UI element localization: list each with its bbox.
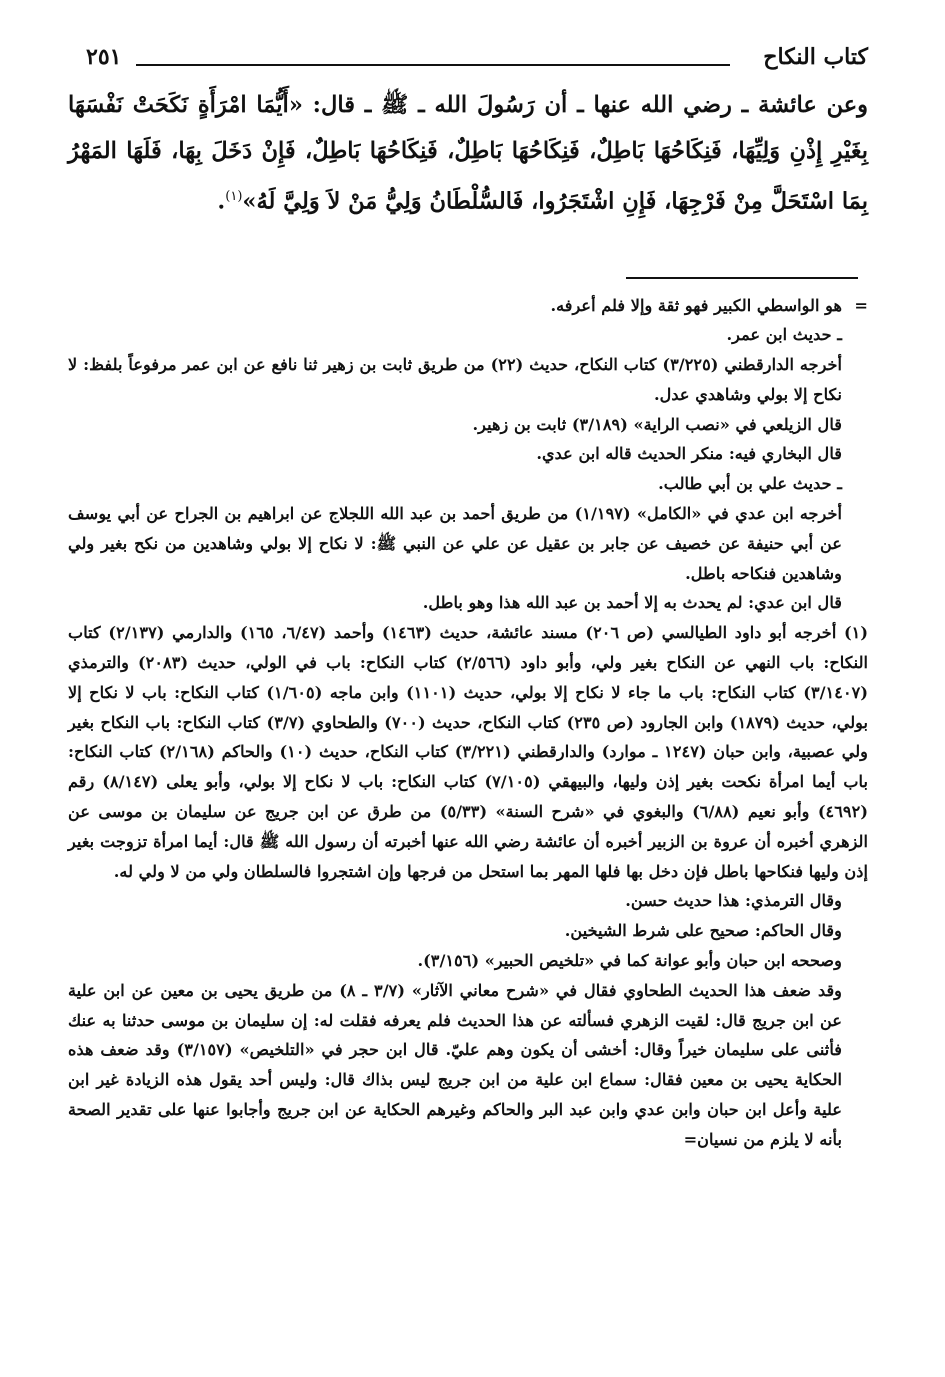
running-head (68, 42, 868, 82)
zaylai-note: قال الزيلعي في «نصب الراية» (٣/١٨٩) ثابت بن زهير. (472, 414, 842, 434)
continuation-note (68, 291, 868, 321)
book-title: كتاب النكاح (763, 44, 868, 70)
continuation-end-mark: = (683, 1129, 698, 1149)
hakim-note: وقال الحاكم: صحيح على شرط الشيخين. (564, 921, 842, 941)
page-number: ٢٥١ (86, 44, 122, 70)
footnote-1-marker: (١) (844, 623, 869, 643)
continuation-mark: = (854, 295, 868, 315)
ibn-umar-heading: ـ حديث ابن عمر. (726, 325, 842, 345)
ibn-hibban-note: وصححه ابن حبان وأبو عوانة كما في «تلخيص الحبير» (٣/١٥٦). (417, 951, 842, 971)
ali-source: أخرجه ابن عدي في «الكامل» (١/١٩٧) من طريق أحمد بن عبد الله اللجلاج عن ابراهيم بن الجراح عن أبي يوسف عن أبي حنيفة عن خصيف عن جابر بن عقيل عن علي عن النبي ﷺ: لا نكاح إلا بولي وشاهدين من نكح بغير ولي وشاهدين فنكاحه باطل. (68, 504, 842, 583)
header-rule (136, 64, 730, 66)
footnote-1-text: أخرجه أبو داود الطيالسي (ص ٢٠٦) مسند عائشة، حديث (١٤٦٣) وأحمد (٦/٤٧، ١٦٥) والدارمي (٢/١٣٧) كتاب النكاح: باب النهي عن النكاح بغير ولي، وأبو داود (٢/٥٦٦) كتاب النكاح: باب في الولي، حديث (٢٠٨٣) والترمذي (٣/١٤٠٧) كتاب النكاح: باب ما جاء لا نكاح إلا بولي، حديث (١١٠١) وابن ماجه (١/٦٠٥) كتاب النكاح: باب لا نكاح إلا بولي، حديث (١٨٧٩) وابن الجارود (ص ٢٣٥) كتاب النكاح، حديث (٧٠٠) والطحاوي (٣/٧) كتاب النكاح: باب النكاح بغير ولي عصبية، وابن حبان (١٢٤٧ ـ موارد) والدارقطني (٣/٢٢١) كتاب النكاح، حديث (١٠) والحاكم (٢/١٦٨) كتاب النكاح: باب أيما امرأة نكحت بغير إذن وليها، والبيهقي (٧/١٠٥) كتاب النكاح: باب لا نكاح إلا بولي، وأبو يعلى (٨/١٤٧) رقم (٤٦٩٢) وأبو نعيم (٦/٨٨) والبغوي في «شرح السنة» (٥/٣٣) من طرق عن ابن جريج عن سليمان بن موسى عن الزهري أخبره أن عروة بن الزبير أخبره أن عائشة رضي الله عنها أخبرته أن رسول الله ﷺ قال: أيما امرأة تزوجت بغير إذن وليها فنكاحها باطل فإن دخل بها فلها المهر بما استحل من فرجها وإن اشتجروا فالسلطان ولي من لا ولي له. (68, 623, 869, 881)
footnote-separator (626, 277, 858, 279)
tirmidhi-note: وقال الترمذي: هذا حديث حسن. (625, 891, 842, 911)
book-page (68, 42, 868, 1362)
ali-heading: ـ حديث علي بن أبي طالب. (658, 474, 842, 494)
footnotes (68, 291, 868, 1155)
tahawi-text: وقد ضعف هذا الحديث الطحاوي فقال في «شرح معاني الآثار» (٣/٧ ـ ٨) من طريق يحيى بن معين عن ابن علية عن ابن جريج قال: لقيت الزهري فسألته عن هذا الحديث فلم يعرفه فقلت له: إن سليمان بن موسى حدثنا به عنك فأثنى على سليمان خيراً وقال: أخشى أن يكون وهم عليّ. قال ابن حجر في «التلخيص» (٣/١٥٧) وقد ضعف هذه الحكاية يحيى بن معين فقال: سماع ابن علية من ابن جريج ليس بذاك قال: وليس أحد يقول هذه الزيادة غير ابن علية وأعل ابن حبان وابن عدي وابن عبد البر والحاكم وغيرهم الحكاية عن ابن جريج وأجابوا عنها على تقدير الصحة بأنه لا يلزم من نسيان (68, 980, 843, 1149)
ibn-umar-source: أخرجه الدارقطني (٣/٢٢٥) كتاب النكاح، حديث (٢٢) من طريق ثابت بن زهير ثنا نافع عن ابن عمر مرفوعاً بلفظ: لا نكاح إلا بولي وشاهدي عدل. (68, 355, 843, 404)
bukhari-note: قال البخاري فيه: منكر الحديث قاله ابن عدي. (536, 444, 842, 464)
hadith-paragraph (68, 82, 868, 225)
footnote-1 (68, 618, 868, 886)
hadith-text: وعن عائشة ـ رضي الله عنها ـ أن رَسُولَ الله ـ ﷺ ـ قال: «أَيُّمَا امْرَأَةٍ نَكَحَتْ نَفْسَهَا بِغَيْرِ إِذْنِ وَلِيِّهَا، فَنِكَاحُهَا بَاطِلٌ، فَنِكَاحُهَا بَاطِلٌ، فَنِكَاحُهَا بَاطِلٌ، فَإِنْ دَخَلَ بِهَا، فَلَهَا المَهْرُ بِمَا اسْتَحَلَّ مِنْ فَرْجِهَا، فَإِنِ اشْتَجَرُوا، فَالسُّلْطَانُ وَلِيُّ مَنْ لاَ وَلِيَّ لَهُ» (68, 92, 868, 215)
hadith-end-mark: . (217, 188, 226, 215)
ibn-adi-note: قال ابن عدي: لم يحدث به إلا أحمد بن عبد الله هذا وهو باطل. (422, 593, 842, 613)
footnote-marker: (١) (225, 189, 243, 204)
tahawi-note (68, 976, 868, 1155)
continuation-text: هو الواسطي الكبير فهو ثقة وإلا فلم أعرفه. (550, 295, 842, 315)
